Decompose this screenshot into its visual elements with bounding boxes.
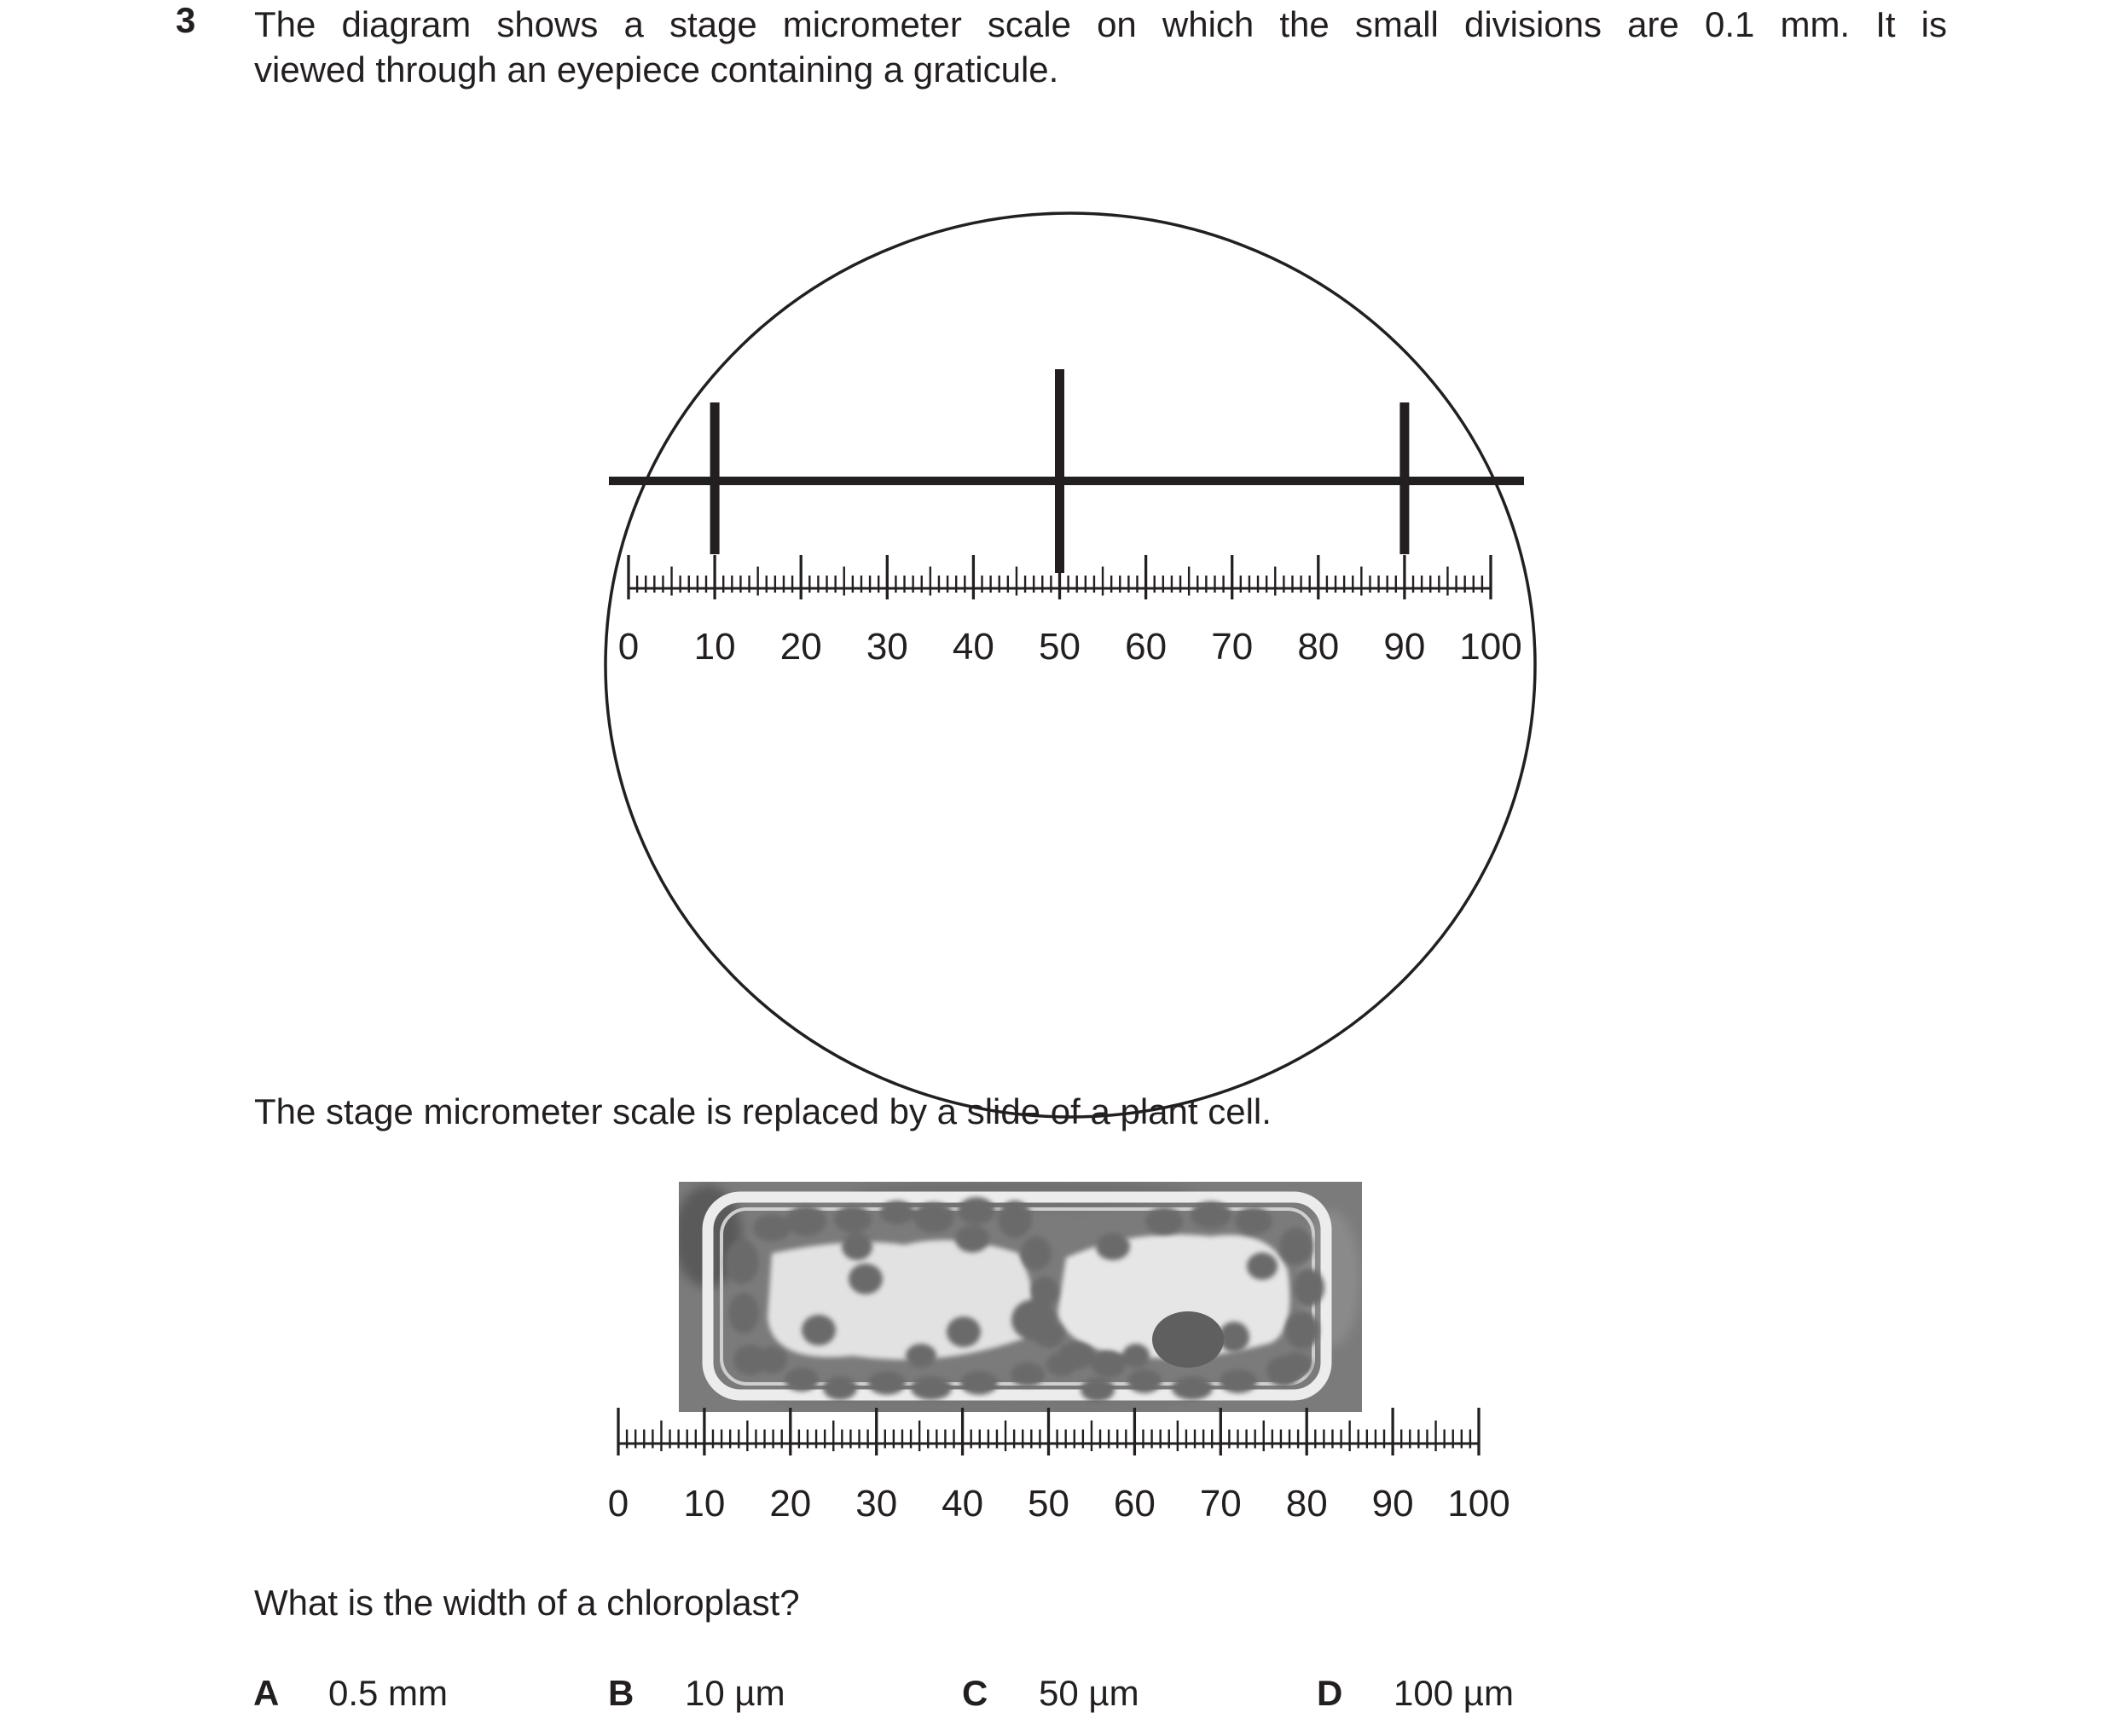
chloroplast-shape	[823, 1376, 857, 1400]
chloroplast-shape	[1285, 1311, 1319, 1349]
chloroplast-shape	[725, 1240, 759, 1284]
plant-cell-photo	[674, 1178, 1362, 1415]
chloroplast-shape	[955, 1225, 989, 1253]
plant-cell-scale	[608, 1408, 1510, 1525]
cell-scale-label: 60	[1113, 1483, 1156, 1525]
eyepiece-view	[606, 213, 1535, 1117]
chloroplast-shape	[1247, 1253, 1278, 1280]
chloroplast-shape	[1081, 1378, 1115, 1402]
cell-scale-label: 0	[607, 1483, 629, 1525]
chloroplast-shape	[913, 1202, 954, 1233]
replacement-text: The stage micrometer scale is replaced by a slide of a plant cell.	[254, 1091, 1272, 1131]
chloroplast-shape	[1092, 1351, 1126, 1378]
micrometer-scale-label: 60	[1125, 626, 1168, 668]
cell-scale-label: 90	[1371, 1483, 1414, 1525]
cell-scale-label: 10	[683, 1483, 726, 1525]
chloroplast-shape	[1122, 1344, 1150, 1368]
chloroplast-shape	[1172, 1376, 1213, 1400]
chloroplast-shape	[947, 1316, 981, 1347]
chloroplast-shape	[1127, 1369, 1162, 1393]
chloroplast-shape	[834, 1206, 872, 1233]
chloroplast-shape	[1235, 1207, 1272, 1235]
chloroplast-shape	[785, 1206, 826, 1236]
chloroplast-shape	[1191, 1201, 1231, 1229]
micrometer-scale-label: 30	[866, 626, 908, 668]
option-d-letter: D	[1317, 1673, 1343, 1713]
micrometer-scale-label: 90	[1383, 626, 1426, 668]
micrometer-scale-label: 50	[1039, 626, 1081, 668]
chloroplast-shape	[728, 1293, 759, 1334]
question-number: 3	[176, 0, 196, 40]
chloroplast-shape	[753, 1214, 791, 1241]
option-c-value: 50 µm	[1039, 1673, 1139, 1713]
chloroplast-shape	[1145, 1207, 1183, 1235]
chloroplast-shape	[1058, 1342, 1095, 1369]
chloroplast-shape	[785, 1368, 819, 1392]
option-c-letter: C	[962, 1673, 988, 1713]
chloroplast-shape	[842, 1233, 872, 1260]
chloroplast-shape	[911, 1376, 952, 1400]
chloroplast-shape	[958, 1197, 995, 1224]
chloroplast-shape	[1294, 1269, 1324, 1306]
chloroplast-shape	[756, 1346, 787, 1374]
chloroplast-shape	[1279, 1228, 1313, 1265]
chloroplast-shape	[998, 1201, 1032, 1238]
option-a-value: 0.5 mm	[328, 1673, 449, 1713]
micrometer-scale-label: 10	[693, 626, 736, 668]
chloroplast-shape	[849, 1264, 883, 1294]
question-stem-line-2: viewed through an eyepiece containing a graticule.	[254, 49, 1059, 90]
chloroplast-shape	[802, 1315, 836, 1345]
cell-scale-label: 80	[1285, 1483, 1328, 1525]
stage-micrometer-scale	[618, 555, 1522, 668]
cell-scale-label: 50	[1028, 1483, 1069, 1525]
question-stem-line-1: The diagram shows a stage micrometer scale on which the small divisions are 0.1 mm. It is	[254, 4, 1947, 44]
chloroplast-shape	[1021, 1236, 1052, 1270]
option-b-value: 10 µm	[685, 1673, 785, 1713]
micrometer-scale-label: 100	[1459, 626, 1522, 668]
cell-nucleus	[1152, 1311, 1224, 1368]
chloroplast-shape	[1220, 1369, 1257, 1393]
cell-scale-label: 100	[1447, 1483, 1510, 1525]
cell-scale-label: 70	[1199, 1483, 1242, 1525]
graticule-ticks	[715, 369, 1405, 573]
micrometer-scale-label: 80	[1297, 626, 1340, 668]
chloroplast-shape	[868, 1371, 906, 1395]
chloroplast-shape	[1281, 1352, 1312, 1376]
micrometer-scale-label: 40	[952, 626, 994, 668]
option-d-value: 100 µm	[1394, 1673, 1514, 1713]
option-a-letter: A	[253, 1673, 280, 1713]
option-b-letter: B	[608, 1673, 634, 1713]
chloroplast-shape	[1011, 1299, 1056, 1340]
micrometer-scale-label: 70	[1211, 626, 1254, 668]
chloroplast-shape	[880, 1201, 914, 1224]
chloroplast-shape	[906, 1344, 936, 1368]
plant-cell-slide	[608, 1178, 1510, 1525]
cell-scale-label: 20	[769, 1483, 812, 1525]
chloroplast-shape	[1011, 1363, 1045, 1386]
chloroplast-shape	[1096, 1233, 1130, 1260]
cell-scale-label: 40	[942, 1483, 984, 1525]
micrometer-scale-label: 0	[617, 626, 640, 668]
cell-scale-label: 30	[855, 1483, 898, 1525]
micrometer-scale-label: 20	[779, 626, 822, 668]
question-prompt: What is the width of a chloroplast?	[254, 1583, 800, 1623]
chloroplast-shape	[960, 1371, 998, 1395]
